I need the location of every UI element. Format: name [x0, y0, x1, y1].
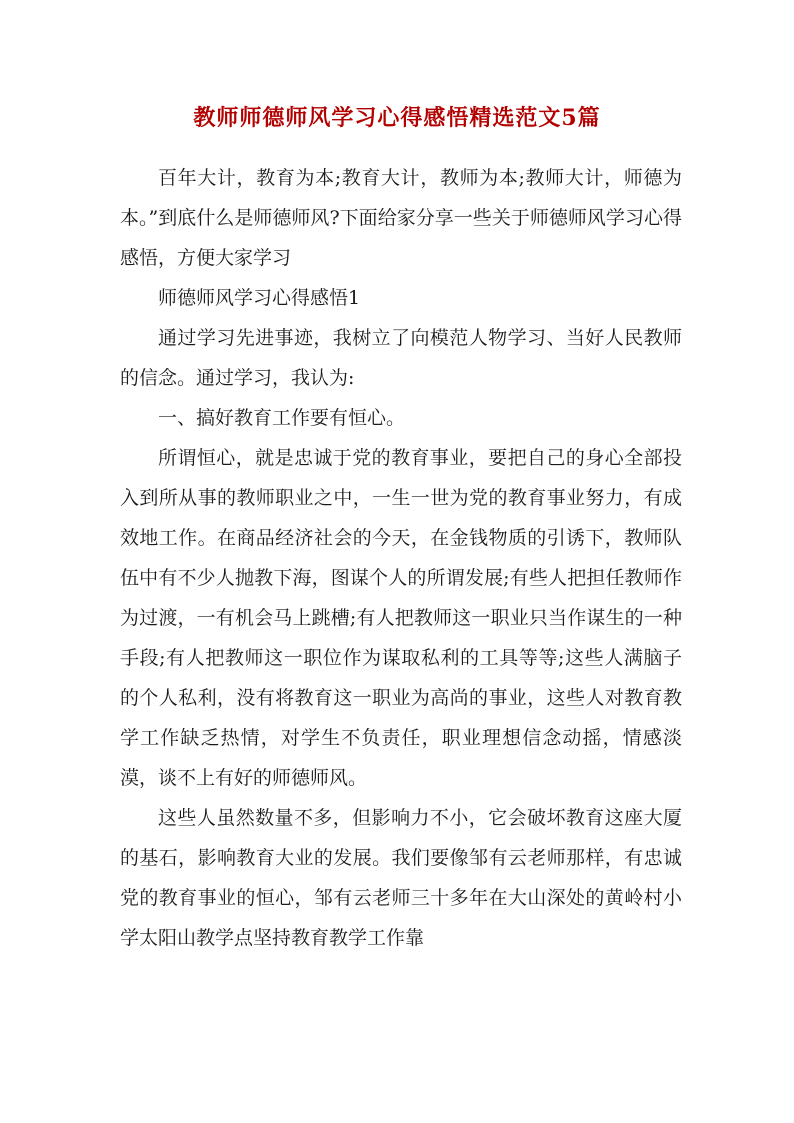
document-body: [120, 158, 682, 958]
body-paragraph: 所谓恒心，就是忠诚于党的教育事业，要把自己的身心全部投入到所从事的教师职业之中，一生一世为党的教育事业努力，有成效地工作。在商品经济社会的今天，在金钱物质的引诱下，教师队伍中有不少人抛教下海，图谋个人的所谓发展;有些人把担任教师作为过渡，一有机会马上跳槽;有人把教师这一职业只当作谋生的一种手段;有人把教师这一职位作为谋取私利的工具等等;这些人满脑子的个人私利，没有将教育这一职业为高尚的事业，这些人对教育教学工作缺乏热情，对学生不负责任，职业理想信念动摇，情感淡漠，谈不上有好的师德师风。: [120, 447, 682, 789]
body-paragraph: 通过学习先进事迹，我树立了向模范人物学习、当好人民教师的信念。通过学习，我认为:: [120, 327, 682, 389]
point-heading: 一、搞好教育工作要有恒心。: [158, 407, 406, 429]
section-heading: 师德师风学习心得感悟1: [158, 287, 361, 309]
intro-paragraph: 百年大计，教育为本;教育大计，教师为本;教师大计，师德为本。”到底什么是师德师风?下面给家分享一些关于师德师风学习心得感悟，方便大家学习: [120, 167, 682, 269]
document-title: 教师师德师风学习心得感悟精选范文5篇: [193, 105, 601, 131]
body-paragraph: 这些人虽然数量不多，但影响力不小，它会破坏教育这座大厦的基石，影响教育大业的发展。我们要像邹有云老师那样，有忠诚党的教育事业的恒心，邹有云老师三十多年在大山深处的黄岭村小学太阳山教学点坚持教育教学工作靠: [120, 807, 682, 949]
